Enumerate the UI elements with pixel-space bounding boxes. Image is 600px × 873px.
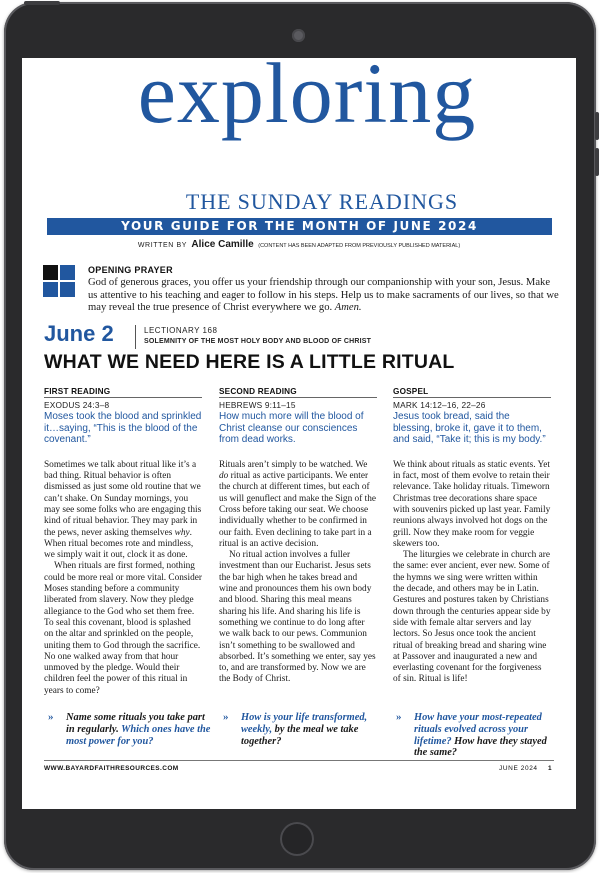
scripture-reference: EXODUS 24:3–8	[44, 400, 110, 410]
lectionary-number: LECTIONARY 168	[144, 326, 218, 335]
scripture-quote: How much more will the blood of Christ cleanse our consciences from dead works.	[219, 411, 364, 446]
column-heading: GOSPEL	[393, 387, 551, 398]
camera-icon	[292, 29, 305, 42]
footer-website-link[interactable]: WWW.BAYARDFAITHRESOURCES.COM	[44, 765, 179, 772]
logo-title: exploring	[137, 58, 477, 141]
reflection-question: » Name some rituals you take part in regularly. Which ones have the most power for you?	[48, 711, 211, 747]
prayer-heading: OPENING PRAYER	[88, 265, 173, 275]
page-title: WHAT WE NEED HERE IS A LITTLE RITUAL	[44, 351, 455, 373]
body-paragraph: When rituals are first formed, nothing could be more real or more vital. Consider Moses standing before a community liberated from slavery. Now they pledge allegiance to the God who set them free. To seal this covenant, blood is splashed on the altar and sprinkled on the people, uniting them to God through the sacrifice. No one walked away from that hour unmoved by the pledge. Would their children feel the power of this ritual in years to come?	[44, 561, 202, 696]
power-button[interactable]	[24, 1, 60, 5]
body-paragraph: The liturgies we celebrate in church are the same: ever ancient, ever new. Some of the hymns we sing were written within the decade, and others may be in Latin. Gestures and postures taken by Christians down through the centuries appear side by side with female altar servers and lay lectors. So Jesus once took the ancient ritual of breaking bread and sharing wine at Passover and inaugurated a new and everlasting covenant for the forgiveness of sin. Ritual is life!	[393, 550, 551, 685]
column-heading: SECOND READING	[219, 387, 377, 398]
body-paragraph: Sometimes we talk about ritual like it’s a bad thing. Ritual behavior is often dismissed as just some old routine that we can’t shake. On Sunday mornings, you may see some folks who are engaging this kind of ritual behavior. They may park in the pews, never asking themselves why. When ritual becomes rote and mindless, we simply wait it out, clock it as done.	[44, 459, 202, 561]
volume-up-button[interactable]	[595, 112, 599, 140]
scripture-quote: Jesus took bread, said the blessing, broke it, gave it to them, and said, “Take it; this is my body.”	[393, 411, 546, 446]
prayer-text	[88, 277, 562, 315]
page-number: 1	[548, 765, 552, 772]
reading-date: June 2	[44, 321, 114, 346]
first-reading-column	[44, 387, 202, 697]
column-heading: FIRST READING	[44, 387, 202, 398]
logo-subtitle	[142, 191, 502, 213]
prayer-amen: Amen.	[334, 302, 362, 313]
scripture-reference: MARK 14:12–16, 22–26	[393, 400, 486, 410]
footer-date: JUNE 2024	[499, 765, 538, 772]
body-paragraph: No ritual action involves a fuller investment than our Eucharist. Jesus sets the bar high when he takes bread and wine and pronounces them his own body and blood. Sharing this meal means sharing his life. And sharing his life is something we continue to do long after we walk back to our pews. Communion isn’t something to be swallowed and absorbed. It’s something we enter, say yes to, and are transformed by. Now we are the Body of Christ.	[219, 550, 376, 685]
page-screen	[22, 58, 576, 809]
feast-name: SOLEMNITY OF THE MOST HOLY BODY AND BLOOD OF CHRIST	[144, 338, 372, 345]
volume-down-button[interactable]	[595, 148, 599, 176]
byline	[22, 239, 576, 250]
body-paragraph: Rituals aren’t simply to be watched. We do ritual as active participants. We enter the church at different times, but each of us will genuflect and make the Sign of the Cross before taking our seat. We choose individually whether to be confirmed in our faith. Even declining to take part in a ritual is an active decision.	[219, 459, 376, 549]
reflection-question: » How is your life transformed, weekly, by the meal we take together?	[223, 711, 368, 747]
gospel-column	[393, 387, 551, 686]
body-paragraph: We think about rituals as static events. Yet in fact, most of them evolve to retain their relevance. Take holiday rituals. Timeworn Christmas tree decorations share space with souvenirs picked up last year. Family reunions always involved hot dogs on the grill. Now they make room for veggie skewers too.	[393, 459, 551, 549]
second-reading-column	[219, 387, 377, 686]
four-square-logo-icon	[43, 265, 75, 297]
byline-label: WRITTEN BY	[137, 242, 187, 249]
column-body	[219, 460, 377, 686]
logo-sunday-readings: SUNDAY READINGS	[237, 189, 459, 214]
author-note: (CONTENT HAS BEEN ADAPTED FROM PREVIOUSLY PUBLISHED MATERIAL)	[258, 243, 461, 249]
arrow-icon: »	[223, 711, 229, 723]
scripture-reference: HEBREWS 9:11–15	[219, 400, 296, 410]
author-name: Alice Camille	[191, 239, 254, 250]
arrow-icon: »	[48, 711, 54, 723]
scripture-quote: Moses took the blood and sprinkled it…saying, “This is the blood of the covenant.”	[44, 411, 202, 446]
column-body	[393, 460, 551, 686]
reflection-question: » How have your most-repeated rituals evolved across your lifetime? How have they stayed the same?	[396, 711, 547, 759]
logo-the: THE	[185, 189, 232, 214]
footer-divider	[44, 760, 554, 761]
home-button-icon[interactable]	[280, 822, 314, 856]
column-body	[44, 460, 202, 697]
guide-banner: YOUR GUIDE FOR THE MONTH OF JUNE 2024	[47, 218, 552, 235]
arrow-icon: »	[396, 711, 402, 723]
header-divider	[135, 325, 136, 349]
prayer-body: God of generous graces, you offer us your friendship through our companionship with your son, Jesus. Make us attentive to his teaching and eager to follow in his steps. Help us to make sacraments of our lives, so that we may reveal the true presence of Christ everywhere we go.	[88, 277, 559, 313]
